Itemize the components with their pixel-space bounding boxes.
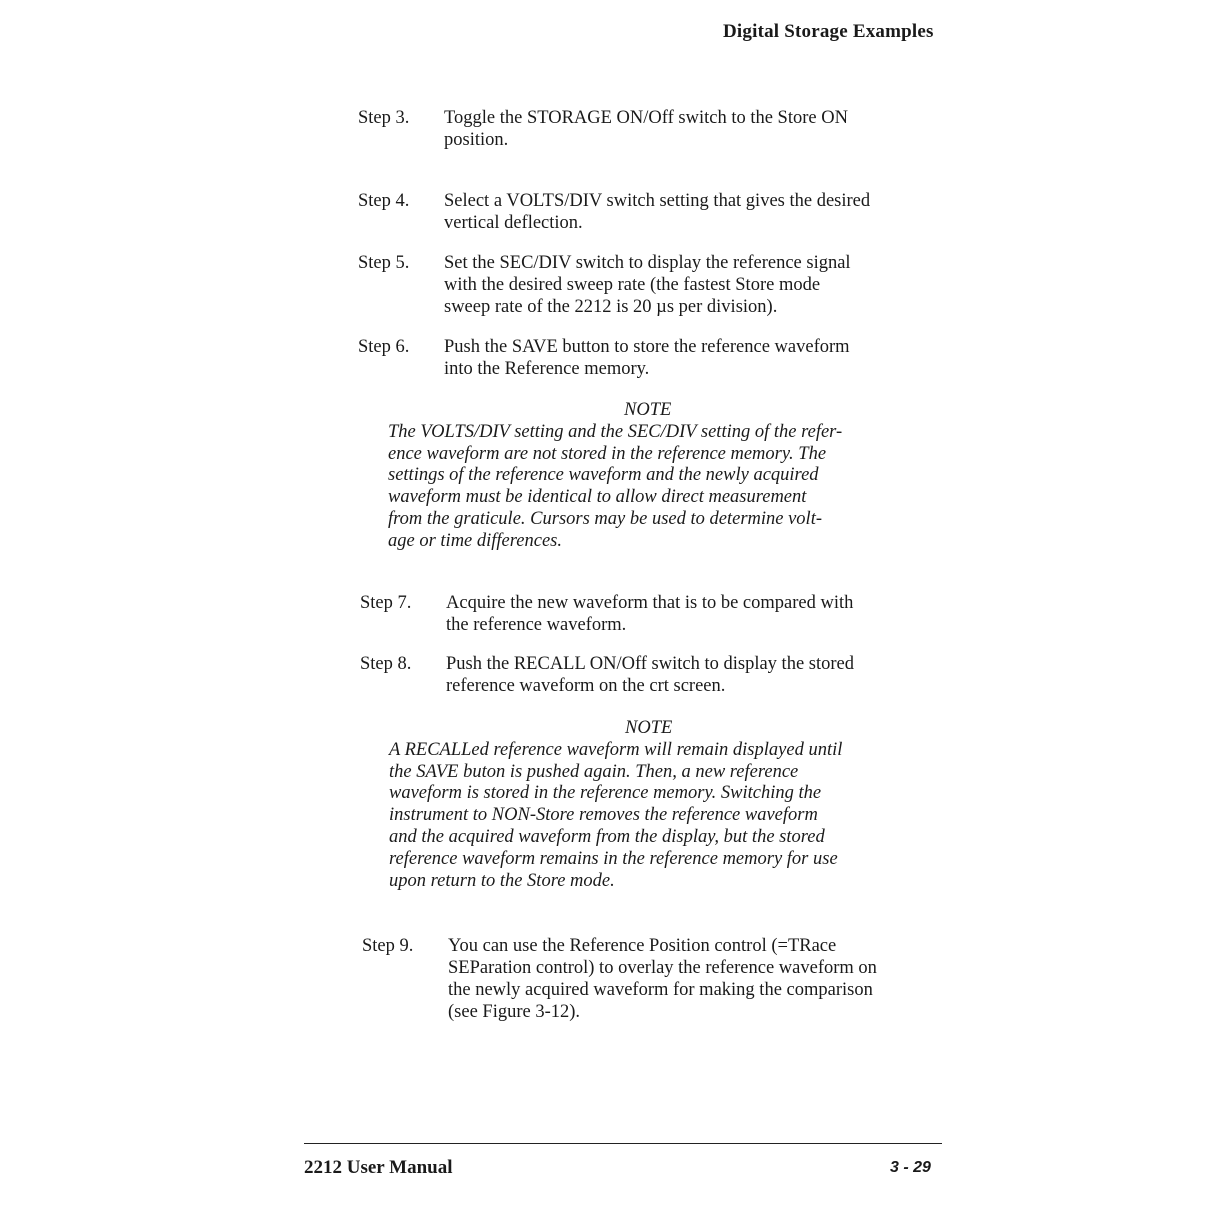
note-line: and the acquired waveform from the display, but the stored bbox=[389, 826, 825, 847]
step-line: Toggle the STORAGE ON/Off switch to the Store ON bbox=[444, 108, 848, 128]
note-line: The VOLTS/DIV setting and the SEC/DIV setting of the refer- bbox=[388, 421, 843, 442]
note-line: upon return to the Store mode. bbox=[389, 870, 615, 891]
step-text bbox=[444, 107, 944, 151]
step-text bbox=[444, 190, 944, 234]
footer-manual-title: 2212 User Manual bbox=[304, 1157, 453, 1178]
step-line: Acquire the new waveform that is to be compared with bbox=[446, 593, 854, 613]
footer-page-number: 3 - 29 bbox=[890, 1159, 931, 1176]
note-line: settings of the reference waveform and the newly acquired bbox=[388, 465, 819, 486]
step-label: Step 6. bbox=[358, 337, 410, 357]
step-label: Step 8. bbox=[360, 654, 412, 674]
running-header: Digital Storage Examples bbox=[723, 21, 934, 42]
step-label: Step 5. bbox=[358, 253, 410, 273]
step-text bbox=[446, 592, 946, 636]
step-line: the newly acquired waveform for making the comparison bbox=[448, 980, 873, 1000]
note-title: NOTE bbox=[624, 400, 672, 420]
note-line: the SAVE buton is pushed again. Then, a new reference bbox=[389, 761, 799, 782]
note-title: NOTE bbox=[625, 718, 673, 738]
step-line: Push the SAVE button to store the reference waveform bbox=[444, 337, 850, 357]
step-line: Set the SEC/DIV switch to display the reference signal bbox=[444, 253, 851, 273]
note-line: reference waveform remains in the reference memory for use bbox=[389, 848, 838, 869]
note-line: waveform is stored in the reference memory. Switching the bbox=[389, 783, 822, 804]
step-text bbox=[448, 935, 948, 1023]
note-block bbox=[389, 718, 949, 892]
step-text bbox=[444, 252, 944, 318]
step-line: You can use the Reference Position control (=TRace bbox=[448, 936, 837, 956]
step-label: Step 9. bbox=[362, 936, 414, 956]
note-line: instrument to NON-Store removes the reference waveform bbox=[389, 805, 818, 826]
step-text bbox=[444, 336, 944, 380]
step-line: position. bbox=[444, 130, 509, 150]
step-line: Push the RECALL ON/Off switch to display the stored bbox=[446, 654, 854, 674]
step-label: Step 7. bbox=[360, 593, 412, 613]
step-line: SEParation control) to overlay the reference waveform on bbox=[448, 958, 877, 978]
note-line: ence waveform are not stored in the reference memory. The bbox=[388, 443, 827, 464]
note-block bbox=[388, 400, 948, 553]
step-label: Step 3. bbox=[358, 108, 410, 128]
step-line: vertical deflection. bbox=[444, 213, 583, 233]
step-line: into the Reference memory. bbox=[444, 359, 650, 379]
step-label: Step 4. bbox=[358, 191, 410, 211]
note-line: waveform must be identical to allow direct measurement bbox=[388, 487, 807, 508]
step-line: reference waveform on the crt screen. bbox=[446, 676, 726, 696]
step-line: (see Figure 3-12). bbox=[448, 1002, 581, 1022]
step-text bbox=[446, 653, 946, 697]
step-line: the reference waveform. bbox=[446, 615, 627, 635]
step-line: Select a VOLTS/DIV switch setting that gives the desired bbox=[444, 191, 871, 211]
note-line: from the graticule. Cursors may be used to determine volt- bbox=[388, 508, 823, 529]
step-line: with the desired sweep rate (the fastest Store mode bbox=[444, 275, 821, 295]
note-line: A RECALLed reference waveform will remain displayed until bbox=[389, 739, 843, 760]
note-line: age or time differences. bbox=[388, 530, 562, 551]
footer-divider bbox=[304, 1143, 942, 1144]
step-line: sweep rate of the 2212 is 20 µs per division). bbox=[444, 297, 778, 317]
